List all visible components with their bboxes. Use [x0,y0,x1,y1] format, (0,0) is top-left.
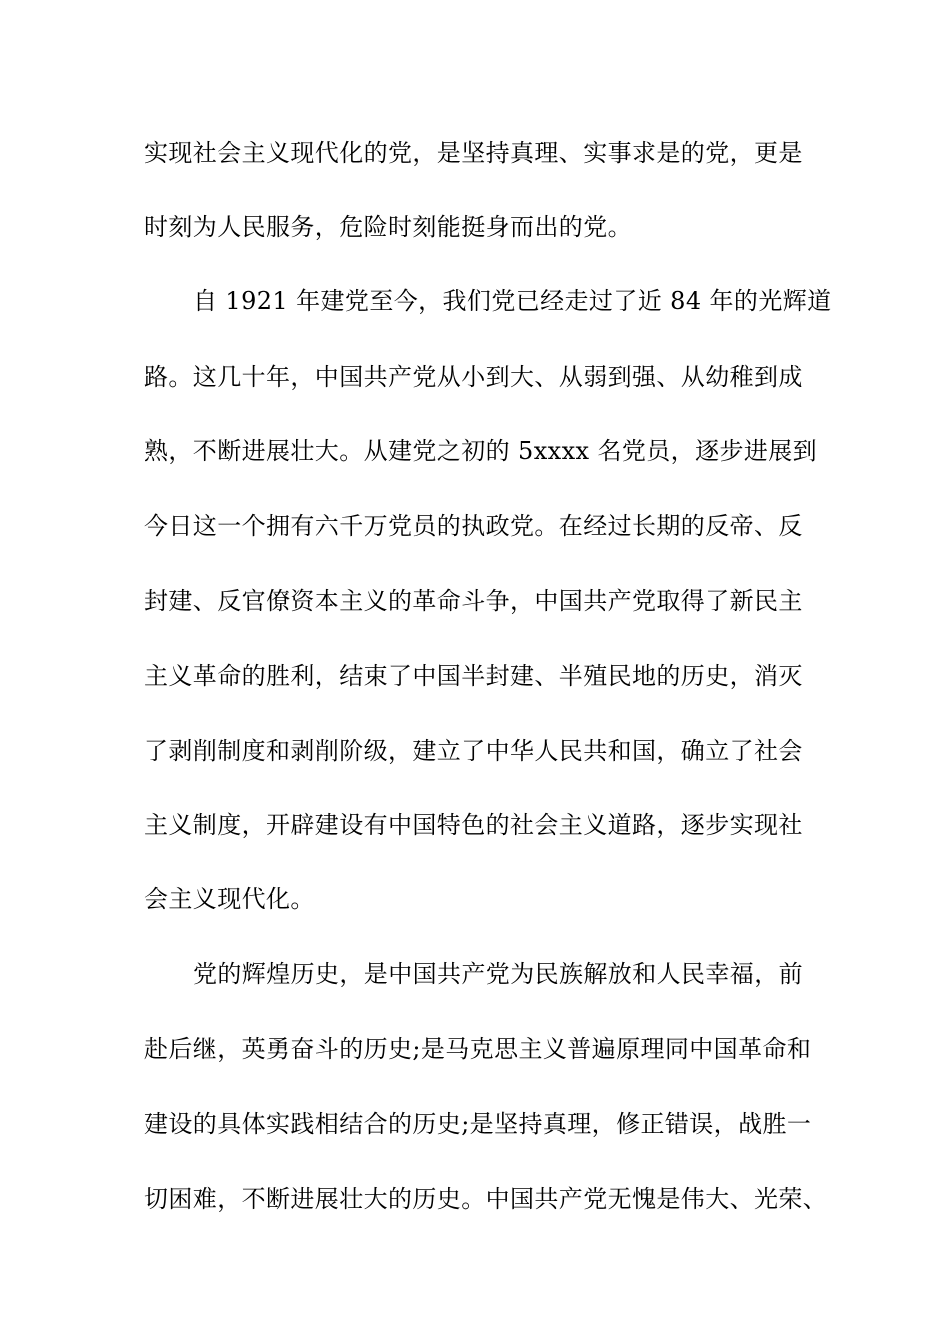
text-line: 封建、反官僚资本主义的革命斗争，中国共产党取得了新民主 [144,587,803,615]
text-line: 时刻为人民服务，危险时刻能挺身而出的党。 [144,213,632,241]
text-line: 建设的具体实践相结合的历史;是坚持真理，修正错误，战胜一 [144,1110,812,1138]
text-line: 赴后继，英勇奋斗的历史;是马克思主义普遍原理同中国革命和 [144,1035,812,1063]
paragraph-start-line: 党的辉煌历史，是中国共产党为民族解放和人民幸福，前 [193,960,803,988]
text-line: 主义革命的胜利，结束了中国半封建、半殖民地的历史，消灭 [144,662,803,690]
text-line: 切困难，不断进展壮大的历史。中国共产党无愧是伟大、光荣、 [144,1185,828,1213]
text-line: 会主义现代化。 [144,885,315,913]
text-line: 路。这几十年，中国共产党从小到大、从弱到强、从幼稚到成 [144,363,803,391]
text-line: 今日这一个拥有六千万党员的执政党。在经过长期的反帝、反 [144,512,803,540]
paragraph-start-line: 自 1921 年建党至今，我们党已经走过了近 84 年的光辉道 [193,287,832,315]
text-line: 主义制度，开辟建设有中国特色的社会主义道路，逐步实现社 [144,811,803,839]
text-line: 熟，不断进展壮大。从建党之初的 5xxxx 名党员，逐步进展到 [144,437,818,465]
text-line: 了剥削制度和剥削阶级，建立了中华人民共和国，确立了社会 [144,737,803,765]
text-line: 实现社会主义现代化的党，是坚持真理、实事求是的党，更是 [144,139,803,167]
